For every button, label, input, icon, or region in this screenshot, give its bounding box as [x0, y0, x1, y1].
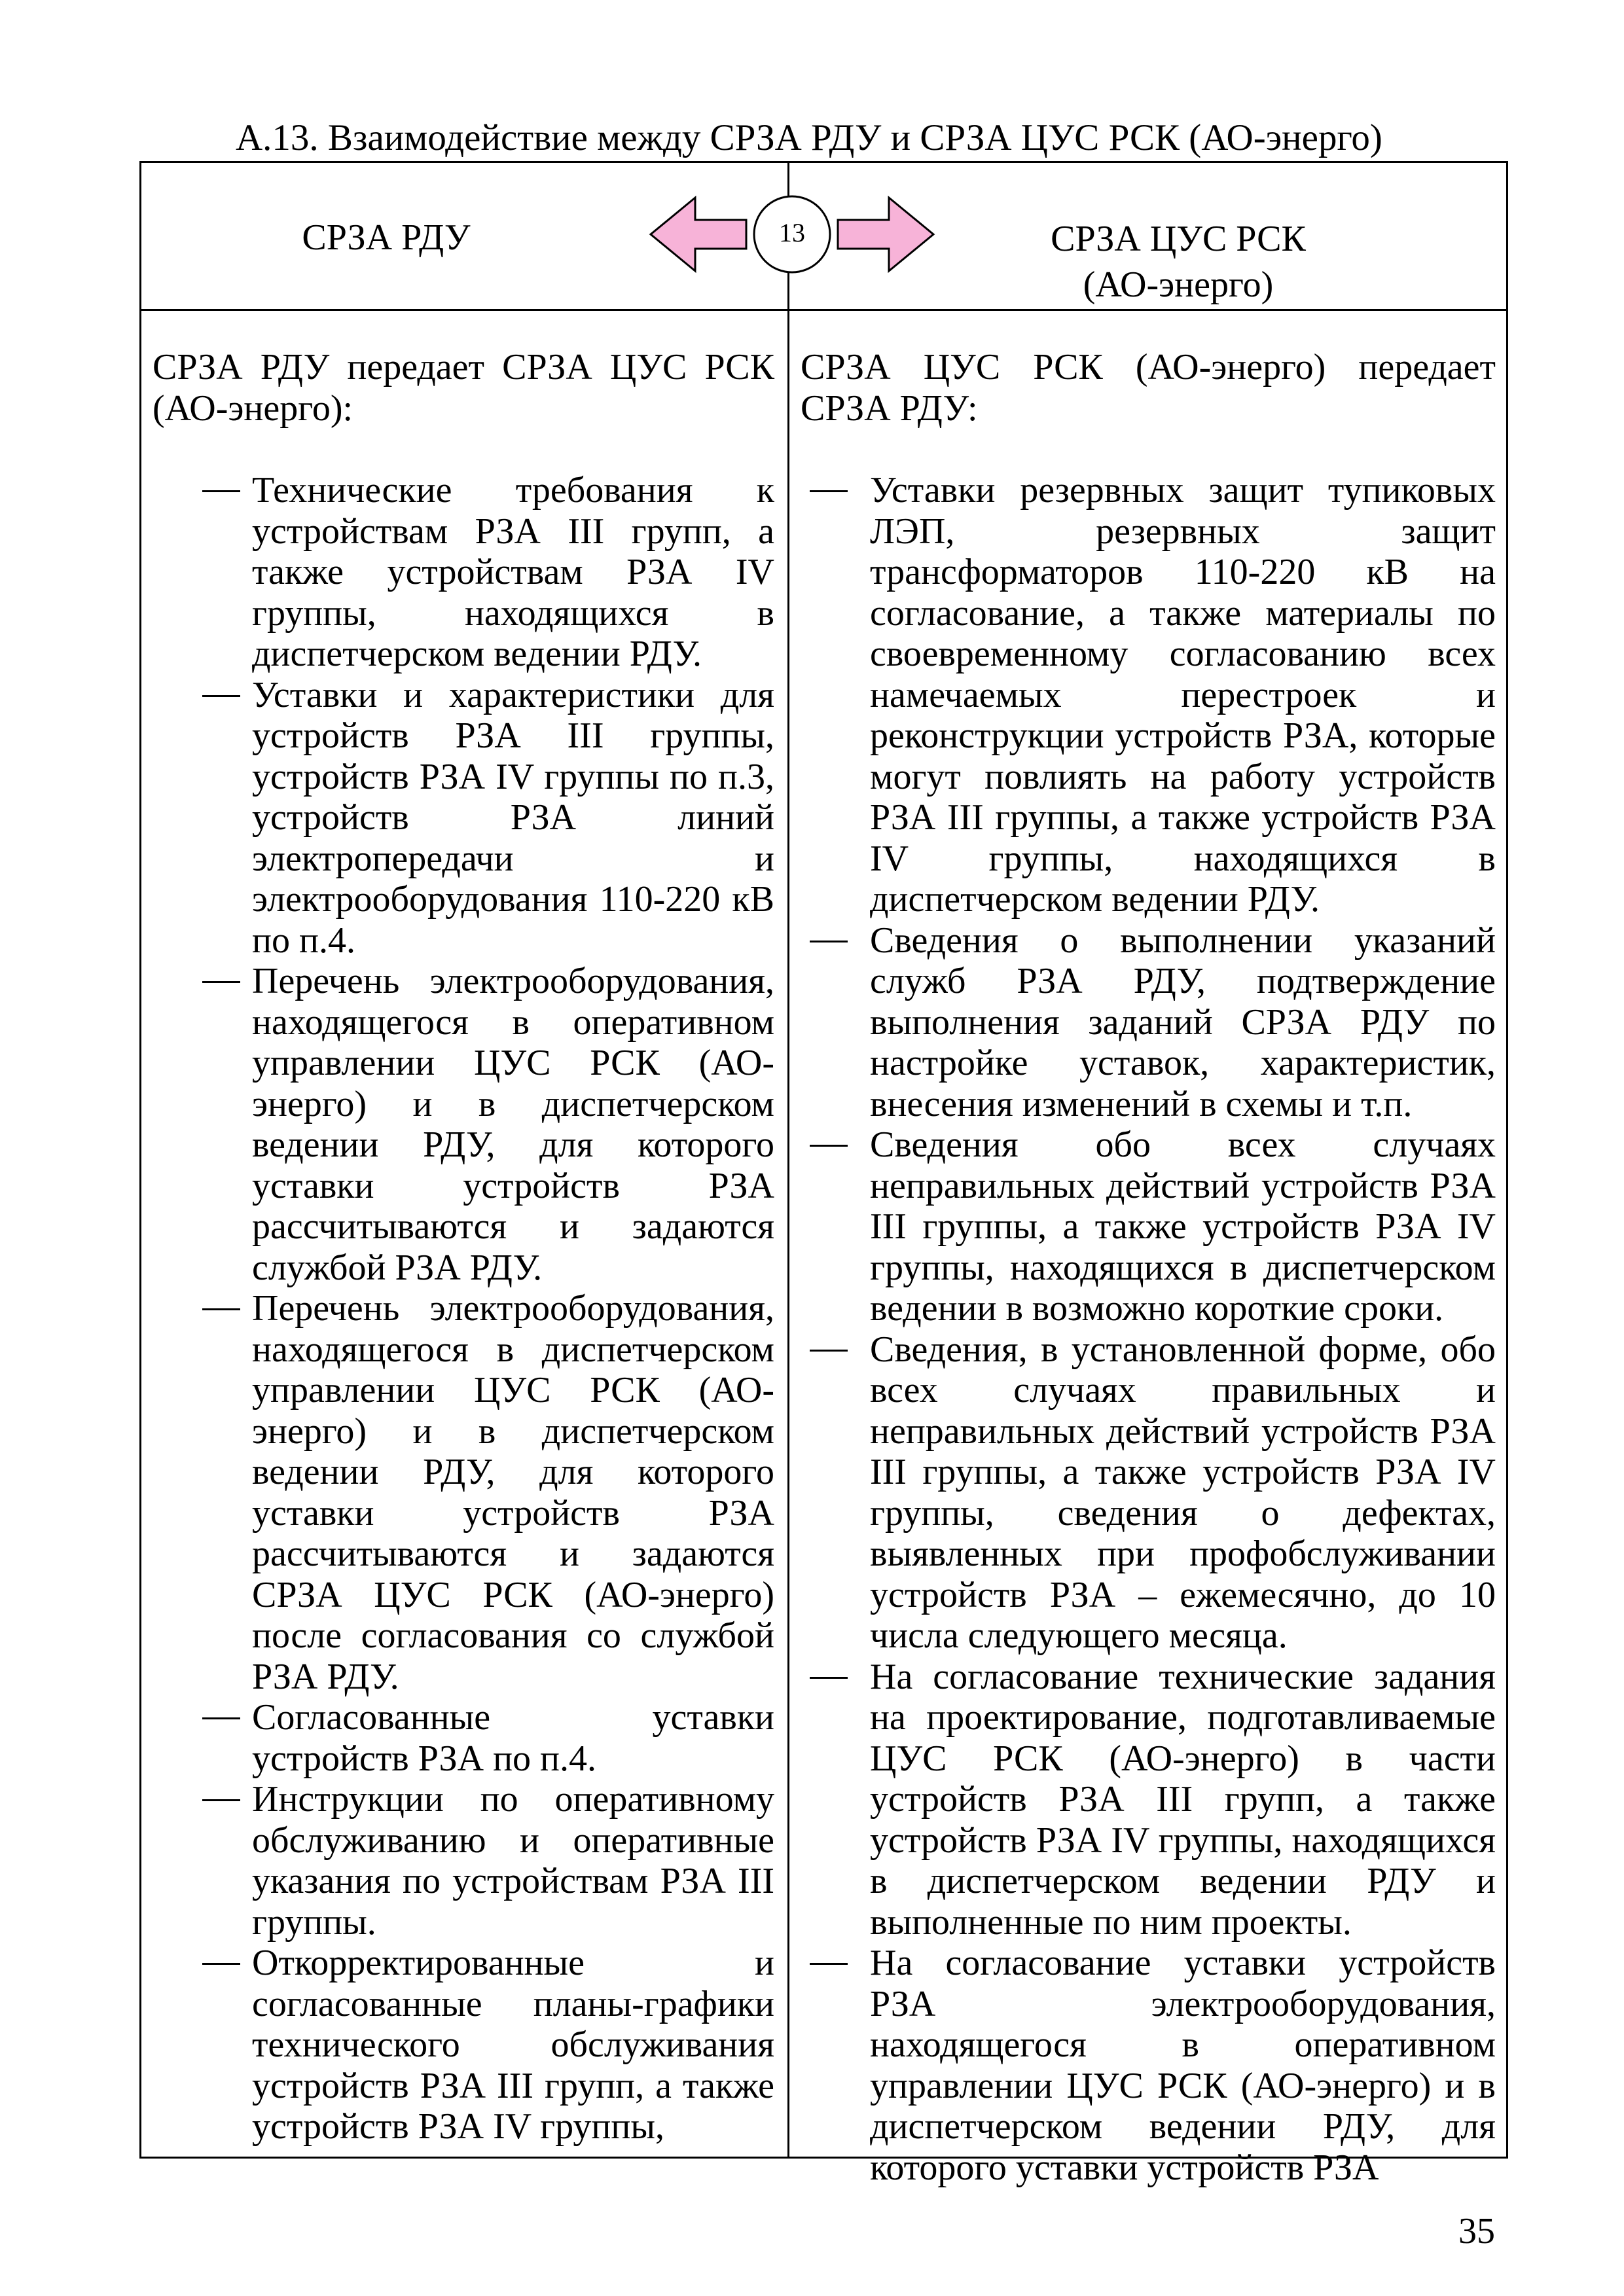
right-arrow-icon: [838, 198, 933, 271]
table-column-divider: [787, 161, 789, 2159]
bidirectional-arrow-icon: [648, 194, 936, 275]
list-item: Уставки и характеристики для устройств РЗА III группы, устройств РЗА IV группы по п.3, устройств РЗА линий электропередачи и электрооборудования 110-220 кВ по п.4.: [153, 675, 774, 961]
right-items: [801, 470, 1496, 2188]
page-title: А.13. Взаимодействие между СРЗА РДУ и СРЗА ЦУС РСК (АО-энерго): [236, 117, 1382, 158]
left-arrow-icon: [651, 198, 746, 271]
list-item: Перечень электрооборудования, находящегося в оперативном управлении ЦУС РСК (АО-энерго) и в диспетчерском ведении РДУ, для которого уставки устройств РЗА рассчитываются и задаются службой РЗА РДУ.: [153, 961, 774, 1288]
list-item: Сведения, в установленной форме, обо всех случаях правильных и неправильных действий устройств РЗА III группы, а также устройств РЗА IV группы, сведения о дефектах, выявленных при профобслуживании устройств РЗА – ежемесячно, до 10 числа следующего месяца.: [801, 1329, 1496, 1657]
list-item: Уставки резервных защит тупиковых ЛЭП, резервных защит трансформаторов 110-220 кВ на согласование, а также материалы по своевременному согласованию всех намечаемых перестроек и реконструкции устройств РЗА, которые могут повлиять на работу устройств РЗА III группы, а также устройств РЗА IV группы, находящихся в диспетчерском ведении РДУ.: [801, 470, 1496, 920]
header-left-label: СРЗА РДУ: [302, 217, 471, 258]
list-item: Откорректированные и согласованные планы-графики технического обслуживания устройств РЗА III групп, а также устройств РЗА IV группы,: [153, 1943, 774, 2147]
right-column: [801, 347, 1496, 2188]
left-items: [153, 470, 774, 2147]
list-item: Согласованные уставки устройств РЗА по п.4.: [153, 1697, 774, 1779]
list-item: Технические требования к устройствам РЗА III групп, а также устройствам РЗА IV группы, находящихся в диспетчерском ведении РДУ.: [153, 470, 774, 675]
list-item: Сведения обо всех случаях неправильных действий устройств РЗА III группы, а также устройств РЗА IV группы, находящихся в диспетчерском ведении в возможно короткие сроки.: [801, 1124, 1496, 1329]
header-right-line1: СРЗА ЦУС РСК: [1051, 219, 1306, 259]
list-item: Перечень электрооборудования, находящегося в диспетчерском управлении ЦУС РСК (АО-энерго) и в диспетчерском ведении РДУ, для которого уставки устройств РЗА рассчитываются и задаются СРЗА ЦУС РСК (АО-энерго) после согласования со службой РЗА РДУ.: [153, 1288, 774, 1697]
right-intro: СРЗА ЦУС РСК (АО-энерго) передает СРЗА РДУ:: [801, 347, 1496, 429]
badge-number: 13: [779, 218, 805, 247]
list-item: Сведения о выполнении указаний служб РЗА РДУ, подтверждение выполнения заданий СРЗА РДУ по настройке уставок, характеристик, внесения изменений в схемы и т.п.: [801, 920, 1496, 1125]
left-intro: СРЗА РДУ передает СРЗА ЦУС РСК (АО-энерго):: [153, 347, 774, 429]
page-number: 35: [1458, 2211, 1495, 2251]
header-right-line2: (АО-энерго): [1083, 264, 1274, 305]
list-item: Инструкции по оперативному обслуживанию и оперативные указания по устройствам РЗА III группы.: [153, 1779, 774, 1943]
list-item: На согласование уставки устройств РЗА электрооборудования, находящегося в оперативном управлении ЦУС РСК (АО-энерго) и в диспетчерском ведении РДУ, для которого уставки устройств РЗА: [801, 1943, 1496, 2188]
left-column: [153, 347, 774, 2147]
table-header-divider: [139, 309, 1508, 311]
header-right-label: [988, 216, 1368, 308]
list-item: На согласование технические задания на проектирование, подготавливаемые ЦУС РСК (АО-энерго) в части устройств РЗА III групп, а также устройств РЗА IV группы, находящихся в диспетчерском ведении РДУ и выполненные по ним проекты.: [801, 1657, 1496, 1943]
